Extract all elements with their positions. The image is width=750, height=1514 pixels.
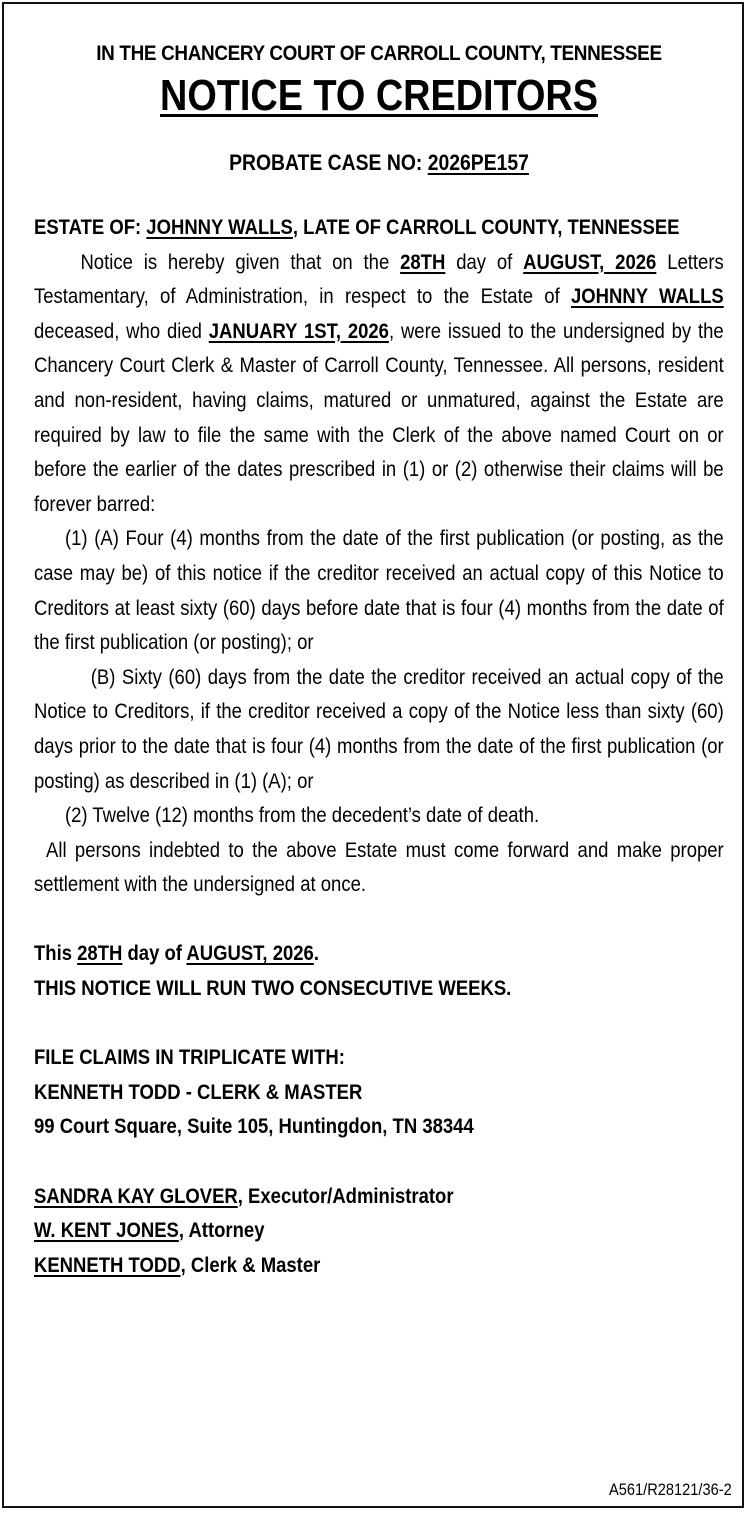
signatory-role: , Attorney	[178, 1218, 265, 1243]
estate-rest: , LATE OF CARROLL COUNTY, TENNESSEE	[292, 215, 680, 239]
notice-month: AUGUST, 2026	[523, 249, 657, 274]
signatory-executor	[34, 1179, 724, 1214]
item-2: (2) Twelve (12) months from the decedent’s date of death.	[64, 803, 540, 828]
closing-paragraph: All persons indebted to the above Estate must come forward and make proper settlement with the undersigned at once.	[34, 837, 724, 897]
signatory-role: , Clerk & Master	[180, 1252, 321, 1277]
signatory-role: , Executor/Administrator	[237, 1183, 454, 1208]
notice-body	[34, 210, 724, 1282]
signatory-name: KENNETH TODD	[34, 1252, 181, 1277]
court-heading: IN THE CHANCERY COURT OF CARROLL COUNTY, TENNESSEE	[96, 41, 662, 65]
dated-text: .	[313, 941, 319, 966]
file-claims-address: 99 Court Square, Suite 105, Huntingdon, TN 38344	[34, 1114, 474, 1139]
file-claims-line2: KENNETH TODD - CLERK & MASTER	[34, 1079, 363, 1104]
signatory-name: SANDRA KAY GLOVER	[34, 1183, 238, 1208]
item-1a: (1) (A) Four (4) months from the date of the first publication (or posting, as the case may be) of this notice if the creditor received an actual copy of this Notice to Creditors at least sixty (60) days before date that is four (4) months from the date of the first publication (or posting); or	[34, 526, 724, 655]
notice-text: , were issued to the undersigned by the Chancery Court Clerk & Master of Carroll County, Tennessee. All persons, resident and non-resident, having claims, matured or unmatured, against the Estate are required by law to file the same with the Clerk of the above named Court on or before the earlier of the dates prescribed in (1) or (2) otherwise their claims will be forever barred:	[34, 318, 724, 516]
spacer	[34, 902, 724, 937]
notice-title	[82, 70, 675, 122]
case-number: 2026PE157	[427, 150, 529, 175]
file-claims-line1: FILE CLAIMS IN TRIPLICATE WITH:	[34, 1045, 345, 1070]
deceased-name: JOHNNY WALLS	[571, 284, 724, 309]
notice-day: 28TH	[400, 249, 446, 274]
run-notice: THIS NOTICE WILL RUN TWO CONSECUTIVE WEEKS.	[34, 976, 512, 1001]
notice-title-text: NOTICE TO CREDITORS	[159, 71, 599, 120]
notice-frame	[2, 2, 744, 1508]
case-label: PROBATE CASE NO:	[229, 150, 428, 175]
signatory-clerk	[34, 1248, 724, 1283]
dated-day: 28TH	[77, 941, 123, 966]
notice-paragraph	[34, 245, 724, 522]
estate-label: ESTATE OF:	[34, 215, 147, 239]
dated-text: This	[34, 941, 78, 966]
spacer	[34, 1144, 724, 1179]
signatory-name: W. KENT JONES	[34, 1218, 179, 1243]
item-1b: (B) Sixty (60) days from the date the creditor received an actual copy of the Notice to Creditors, if the creditor received a copy of the Notice less than sixty (60) days prior to the date that is four (4) months from the date of the first publication (or posting) as described in (1) (A); or	[34, 664, 724, 793]
probate-case	[75, 148, 682, 178]
notice-text: Letters Testamentary, of Administration, in respect to the Estate of	[34, 249, 724, 309]
notice-content	[34, 38, 724, 1282]
dated-month: AUGUST, 2026	[186, 941, 314, 966]
spacer	[34, 1006, 724, 1041]
notice-text: day of	[445, 249, 524, 274]
death-date: JANUARY 1ST, 2026	[208, 318, 389, 343]
signatory-attorney	[34, 1213, 724, 1248]
dated-line	[34, 936, 724, 971]
estate-name: JOHNNY WALLS	[146, 215, 293, 239]
notice-text: deceased, who died	[34, 318, 209, 343]
ad-code: A561/R28121/36-2	[609, 1480, 732, 1499]
notice-text: Notice is hereby given that on the	[80, 249, 401, 274]
dated-text: day of	[122, 941, 187, 966]
estate-line	[34, 210, 724, 245]
